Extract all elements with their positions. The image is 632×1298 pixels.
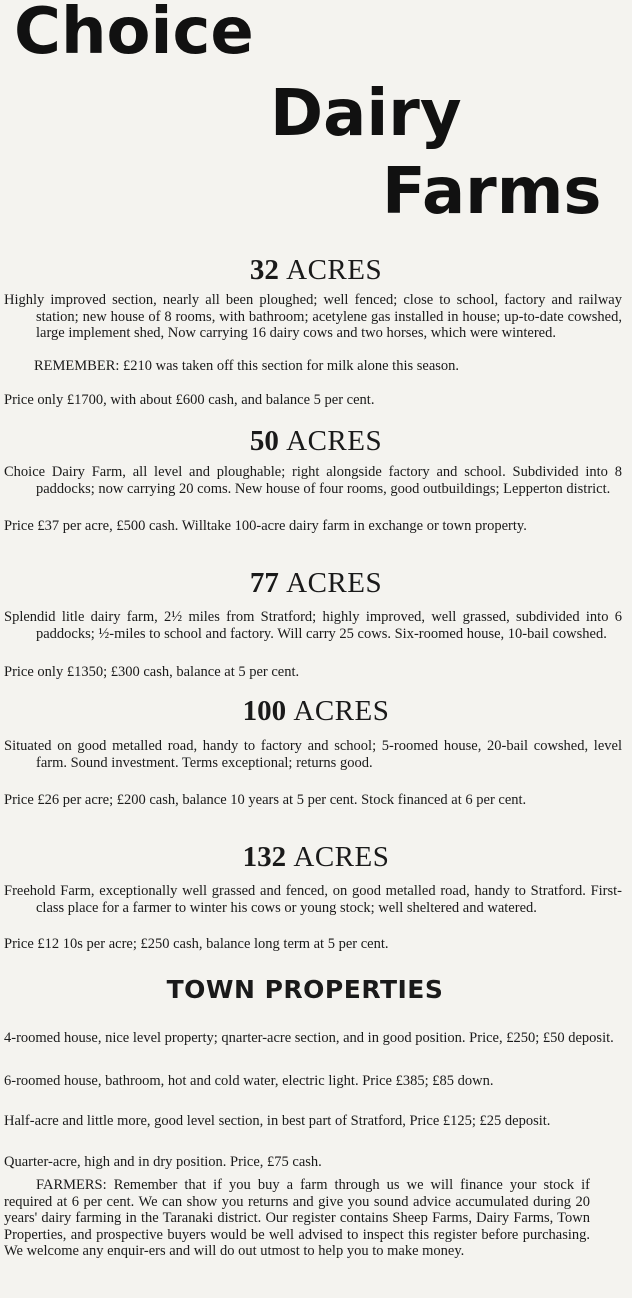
listing-132-price: Price £12 10s per acre; £250 cash, balance long term at 5 per cent. (4, 936, 389, 952)
listing-77-heading (0, 569, 632, 598)
listing-77-description: Splendid litle dairy farm, 2½ miles from Stratford; highly improved, well grassed, subdivided into 6 paddocks; ½-miles to school and factory. Will carry 25 cows. Six-roomed house, 10-bail cowshed. (4, 609, 622, 642)
headline-farms: Farms (382, 155, 602, 229)
listing-size: 77 (249, 567, 279, 599)
headline-choice: Choice (14, 0, 254, 69)
listing-unit: ACRES (293, 841, 390, 873)
listing-50-description: Choice Dairy Farm, all level and ploughable; right alongside factory and school. Subdivided into 8 paddocks; now carrying 20 coms. New house of four rooms, good outbuildings; Lepperton district. (4, 464, 622, 497)
listing-size: 100 (242, 695, 287, 727)
listing-100-description: Situated on good metalled road, handy to factory and school; 5-roomed house, 20-bail cowshed, level farm. Sound investment. Terms exceptional; returns good. (4, 738, 622, 771)
listing-132-description: Freehold Farm, exceptionally well grassed and fenced, on good metalled road, handy to Stratford. First-class place for a farmer to winter his cows or young stock; well sheltered and watered. (4, 883, 622, 916)
listing-unit: ACRES (286, 254, 383, 286)
town-item-1: 4-roomed house, nice level property; qnarter-acre section, and in good position. Price, £250; £50 deposit. (4, 1030, 614, 1046)
listing-32-description: Highly improved section, nearly all been ploughed; well fenced; close to school, factory and railway station; new house of 8 rooms, with bathroom; acetylene gas installed in house; up-to-date cowshed, large implement shed, Now carrying 16 dairy cows and two horses, which were wintered. (4, 292, 622, 341)
listing-unit: ACRES (286, 425, 383, 457)
town-item-2: 6-roomed house, bathroom, hot and cold water, electric light. Price £385; £85 down. (4, 1073, 494, 1089)
town-item-3: Half-acre and little more, good level section, in best part of Stratford, Price £125; £25 deposit. (4, 1113, 551, 1129)
listing-32-remember: REMEMBER: £210 was taken off this section for milk alone this season. (34, 358, 460, 374)
listing-size: 132 (242, 841, 287, 873)
listing-77-price: Price only £1350; £300 cash, balance at 5 per cent. (4, 664, 300, 680)
listing-100-price: Price £26 per acre; £200 cash, balance 10 years at 5 per cent. Stock financed at 6 per cent. (4, 792, 527, 808)
listing-132-heading (0, 843, 632, 872)
farmers-note: FARMERS: Remember that if you buy a farm through us we will finance your stock if required at 6 per cent. We can show you returns and give you sound advice accumulated during 20 years' dairy farming in the Taranaki district. Our register contains Sheep Farms, Dairy Farms, Town Properties, and prospective buyers would be well advised to inspect this register before purchasing. We welcome any enquir-ers and will do out utmost to help you to make money. (4, 1177, 590, 1259)
listing-size: 50 (249, 425, 279, 457)
town-properties-heading: TOWN PROPERTIES (166, 975, 444, 1004)
listing-50-price: Price £37 per acre, £500 cash. Willtake 100-acre dairy farm in exchange or town property. (4, 518, 527, 534)
listing-unit: ACRES (293, 695, 390, 727)
listing-32-heading (0, 256, 632, 285)
town-item-4: Quarter-acre, high and in dry position. Price, £75 cash. (4, 1154, 322, 1170)
listing-50-heading (0, 427, 632, 456)
listing-unit: ACRES (286, 567, 383, 599)
listing-100-heading (0, 697, 632, 726)
headline-dairy: Dairy (270, 77, 462, 151)
listing-size: 32 (249, 254, 279, 286)
listing-32-price: Price only £1700, with about £600 cash, and balance 5 per cent. (4, 392, 375, 408)
